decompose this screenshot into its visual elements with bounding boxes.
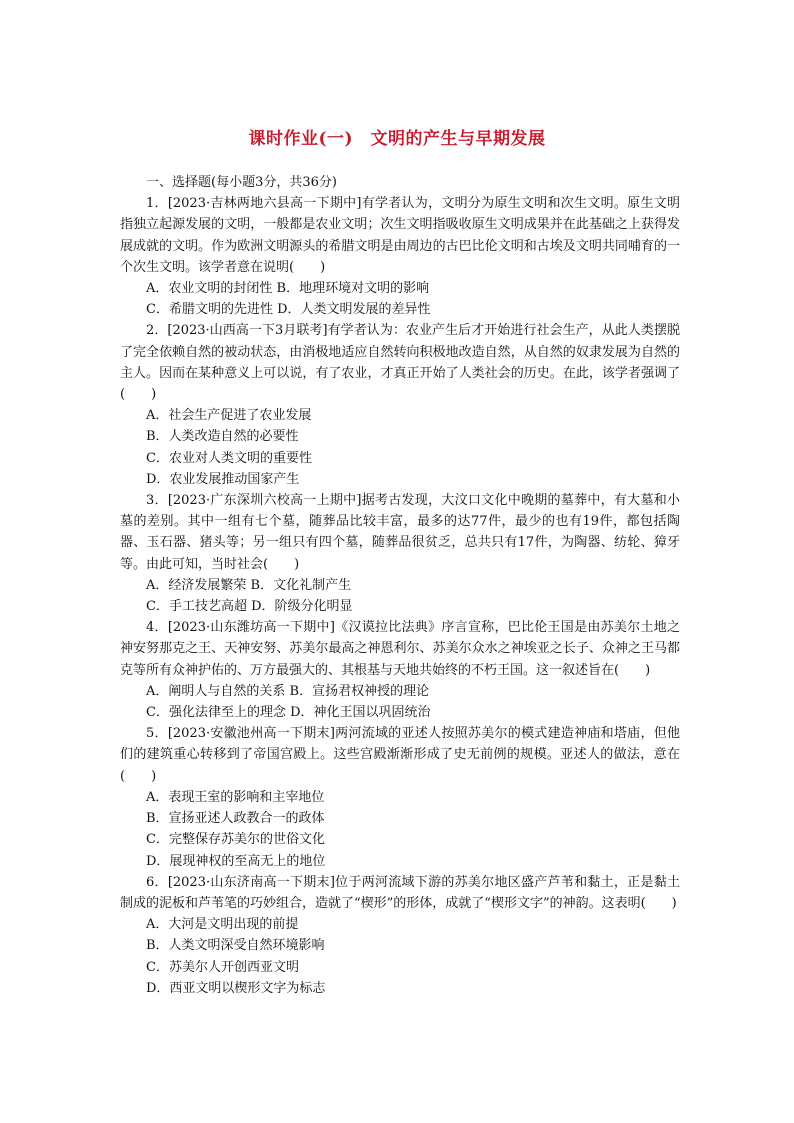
question-3 — [120, 490, 680, 617]
document-body — [120, 172, 680, 999]
option-line: C．手工技艺高超 D．阶级分化明显 — [146, 599, 353, 615]
option-line: A．农业文明的封闭性 B．地理环境对文明的影响 — [146, 281, 430, 297]
option-line: C．希腊文明的先进性 D．人类文明发展的差异性 — [146, 302, 431, 318]
question-5 — [120, 723, 680, 871]
option-line: C．强化法律至上的理念 D．神化王国以巩固统治 — [146, 705, 431, 721]
question-1 — [120, 193, 680, 320]
question-stem: 1．[2023·吉林两地六县高一下期中]有学者认为，文明分为原生文明和次生文明。原生文明指独立起源发展的文明，一般都是农业文明；次生文明指吸收原生文明成果并在此基础之上获得发展成就的文明。作为欧洲文明源头的希腊文明是由周边的古巴比伦文明和古埃及文明共同哺育的一个次生文明。该学者意在说明( ) — [120, 196, 680, 275]
question-stem: 4．[2023·山东潍坊高一下期中]《汉谟拉比法典》序言宣称，巴比伦王国是由苏美尔土地之神安努那克之王、天神安努、苏美尔最高之神恩利尔、苏美尔众水之神埃亚之长子、众神之王马都克等所有众神护佑的、万方最强大的、其根基与天地共始终的不朽王国。这一叙述旨在( ) — [120, 620, 680, 678]
option-line: B．人类文明深受自然环境影响 — [146, 938, 325, 954]
option-line: D．农业发展推动国家产生 — [146, 471, 300, 487]
option-line: C．苏美尔人开创西亚文明 — [146, 959, 299, 975]
option-line: B．人类改造自然的必要性 — [146, 429, 299, 445]
question-stem: 6．[2023·山东济南高一下期末]位于两河流域下游的苏美尔地区盛产芦苇和黏土，正是黏土制成的泥板和芦苇笔的巧妙组合，造就了“楔形”的形体，成就了“楔形文字”的神韵。这表明( ) — [120, 874, 680, 911]
page-title: 课时作业(一) 文明的产生与早期发展 — [248, 129, 546, 149]
option-line: D．西亚文明以楔形文字为标志 — [146, 980, 326, 996]
question-stem: 2．[2023·山西高一下3月联考]有学者认为：农业产生后才开始进行社会生产，从此人类摆脱了完全依赖自然的被动状态，由消极地适应自然转向积极地改造自然，从自然的奴隶发展为自然的主人。因而在某种意义上可以说，有了农业，才真正开始了人类社会的历史。在此，该学者强调了( ) — [120, 323, 680, 403]
option-line: A．表现王室的影响和主宰地位 — [146, 789, 325, 805]
question-stem: 5．[2023·安徽池州高一下期末]两河流域的亚述人按照苏美尔的模式建造神庙和塔庙，但他们的建筑重心转移到了帝国宫殿上。这些宫殿渐渐形成了史无前例的规模。亚述人的做法，意在( ) — [120, 726, 680, 784]
option-line: B．宣扬亚述人政教合一的政体 — [146, 811, 325, 827]
option-line: A．社会生产促进了农业发展 — [146, 408, 312, 424]
question-2 — [120, 320, 680, 490]
option-line: A．阐明人与自然的关系 B．宣扬君权神授的理论 — [146, 683, 430, 699]
section-heading: 一、选择题(每小题3分，共36分) — [146, 175, 337, 190]
option-line: A．大河是文明出现的前提 — [146, 917, 299, 933]
option-line: C．完整保存苏美尔的世俗文化 — [146, 832, 325, 848]
question-stem: 3．[2023·广东深圳六校高一上期中]据考古发现，大汶口文化中晚期的墓葬中，有大墓和小墓的差别。其中一组有七个墓，随葬品比较丰富，最多的达77件，最少的也有19件，都包括陶器、玉石器、猪头等；另一组只有四个墓，随葬品很贫乏，总共只有17件，为陶器、纺轮、獐牙等。由此可知，当时社会( ) — [120, 493, 680, 572]
option-line: C．农业对人类文明的重要性 — [146, 450, 312, 466]
question-4 — [120, 617, 680, 723]
option-line: D．展现神权的至高无上的地位 — [146, 853, 326, 869]
question-6 — [120, 872, 680, 999]
option-line: A．经济发展繁荣 B．文化礼制产生 — [146, 577, 352, 593]
